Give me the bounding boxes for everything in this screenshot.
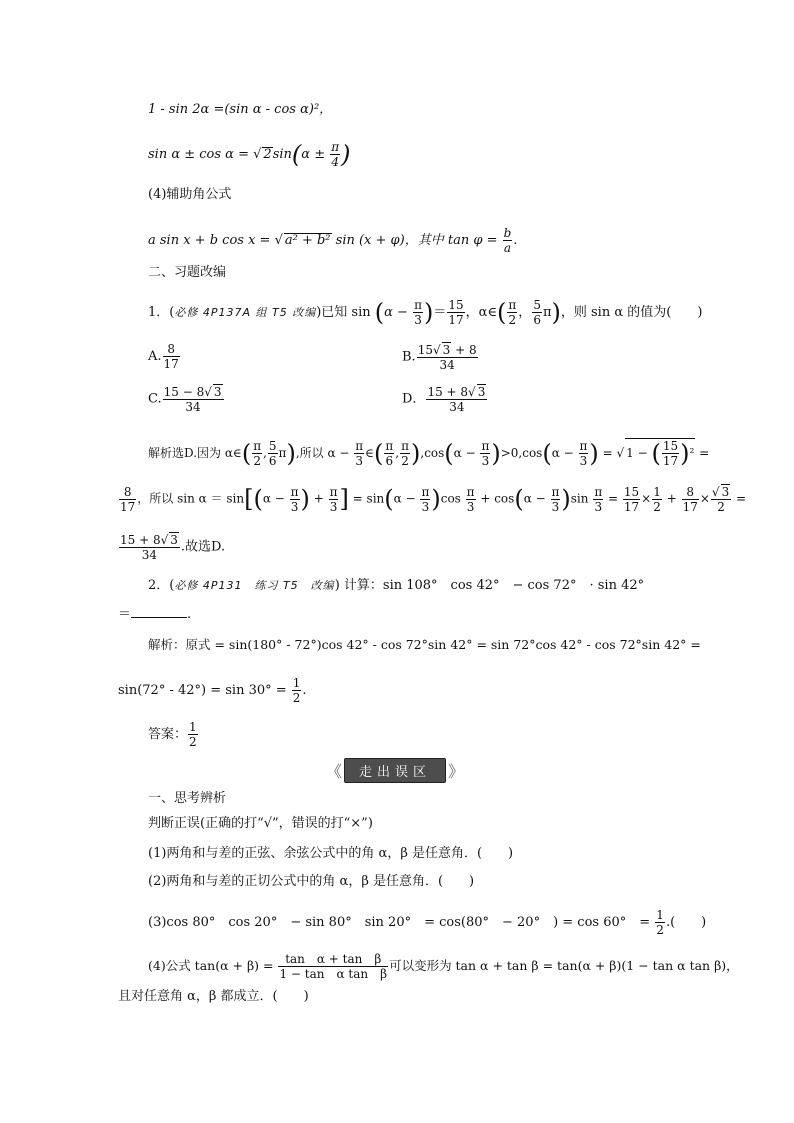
solution-1-line-3: $\frac{15 + 8√ 3}{34}$ .故选D.	[120, 533, 226, 562]
question-2-answer-blank: ＝ .	[118, 607, 192, 622]
question-2: 2．(必修 4P131 练习 T5 改编) 计算：sin 108° cos 42° − cos 72° · sin 42°	[148, 578, 645, 593]
answer-line: 答案： $\frac{1}{2}$	[148, 720, 197, 749]
judge-instruction: 判断正误(正确的打“√”，错误的打“×”)	[148, 816, 373, 831]
judge-item-4-cont: 且对任意角 α，β 都成立．( )	[118, 989, 309, 1004]
solution-2-line-1: 解析：原式 = sin(180° - 72°)cos 42° - cos 72°sin 42° = sin 72°cos 42° - cos 72°sin 42° =	[148, 637, 701, 652]
section-aux-angle: (4)辅助角公式	[148, 187, 232, 202]
solution-1-line-1: 解析选D.因为 α∈( $\frac{\pi}{2}$ , $\frac{5}{6}$ π),所以 α − $\frac{\pi}{3}$ ∈( $\frac{\pi}{6}$ , $\frac{\pi}{2}$ ),cos(α − $\frac{\pi}{3}$ )>0,cos(α − $\frac{\pi}{3}$ ) = √ 1 − ( $\frac{15}{17}$ )² =	[148, 439, 710, 468]
right-chevron-icon: 》	[448, 761, 465, 781]
solution-1-line-2: $\frac{8}{17}$ ，所以 sin α ＝ sin[(α − $\frac{\pi}{3}$ ) + $\frac{\pi}{3}$ ] = sin(α − $\frac{\pi}{3}$ )cos $\frac{\pi}{3}$ + cos(α − $\frac{\pi}{3}$ )sin $\frac{\pi}{3}$ = $\frac{15}{17}$ × $\frac{1}{2}$ + $\frac{8}{17}$ × $\frac{√ 3}{2}$ =	[120, 484, 747, 514]
option-b: B. $\frac{15√ 3 + 8}{34}$	[402, 343, 477, 372]
question-1: 1．(必修 4P137A 组 T5 改编)已知 sin (α − $\frac{\pi}{3}$ )＝ $\frac{15}{17}$ ，α∈( $\frac{\pi}{2}$ ， $\frac{5}{6}$ π)，则 sin α 的值为( )	[148, 298, 703, 327]
option-d: D． $\frac{15 + 8√ 3}{34}$	[402, 385, 486, 414]
judge-item-1: (1)两角和与差的正弦、余弦公式中的角 α，β 是任意角．( )	[148, 846, 514, 861]
section-banner: 《 走出误区 》	[322, 758, 468, 782]
option-a: A. $\frac{8}{17}$	[148, 342, 179, 371]
aux-angle-formula: a sin x + b cos x = √ a² + b² sin (x + φ)，其中 tan φ = $\frac{b}{a}$ .	[148, 226, 518, 255]
identity-line-2: sin α ± cos α = √ 2sin(α ± $\frac{\pi}{4}$ )	[148, 140, 351, 169]
identity-line-1: 1 - sin 2α =(sin α - cos α)²，	[148, 102, 333, 117]
section-thinking-heading: 一、思考辨析	[148, 791, 227, 806]
option-c: C. $\frac{15 - 8√ 3}{34}$	[148, 385, 222, 414]
section-exercise-heading: 二、习题改编	[148, 265, 227, 280]
judge-item-4: (4)公式 tan(α + β) = $\frac{\text{tan α + tan β}}{\text{1 − tan α tan β}}$ 可以变形为 tan α + tan β = tan(α + β)(1 − tan α tan β)，	[148, 952, 739, 981]
judge-item-2: (2)两角和与差的正切公式中的角 α，β 是任意角．( )	[148, 874, 475, 889]
left-chevron-icon: 《	[325, 761, 342, 781]
solution-2-line-2: sin(72° - 42°) = sin 30° = $\frac{1}{2}$ .	[118, 676, 307, 705]
judge-item-3: (3)cos 80° cos 20° − sin 80° sin 20° = cos(80° − 20° ) = cos 60° = $\frac{1}{2}$ .( )	[148, 908, 707, 937]
